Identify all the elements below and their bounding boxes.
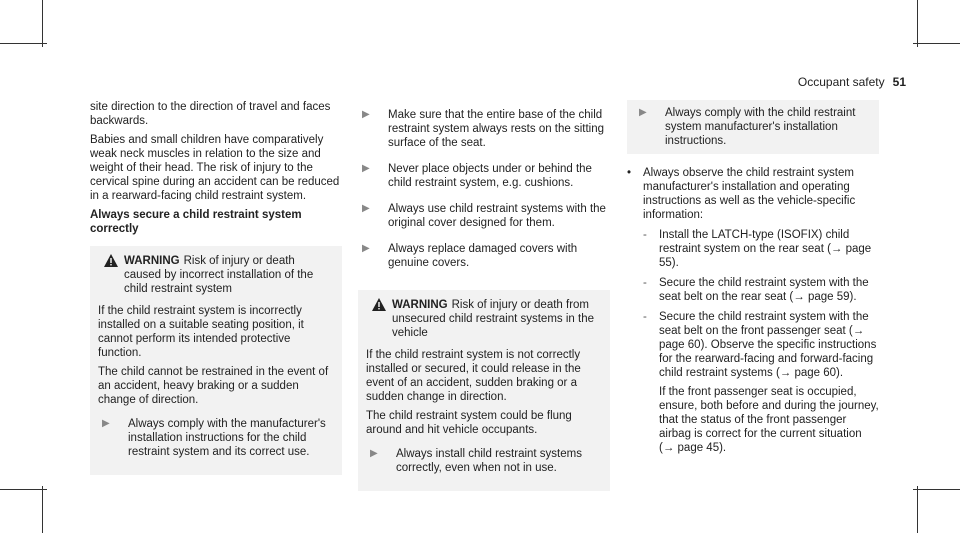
warning-box-continued [627,100,879,154]
warning-header [98,254,334,296]
crop-mark [913,43,960,44]
page-header [798,75,906,89]
section-title: Occupant safety [797,75,885,89]
warning-box [90,246,342,475]
step-text: Never place objects under or behind the child restraint system, e.g. cushions. [388,163,592,189]
warning-box [358,290,610,491]
section-heading: Always secure a child restraint system correctly [90,209,302,235]
dash-icon: - [643,277,647,289]
warning-paragraph: If the child restraint system is not correctly installed or secured, it could release in the event of an accident, sudden braking or a sudden change in direction. [366,349,581,403]
warning-header [366,298,602,340]
column-1 [90,100,342,475]
bullet-dot-icon: • [627,167,632,179]
sub-item [643,228,879,270]
paragraph: Babies and small children have comparatively weak neck muscles in relation to the size and weight of their head. The risk of injury to the cervical spine during an accident can be reduced in a rearward-facing child restraint system. [90,134,340,202]
crop-mark [917,0,918,47]
warning-triangle-icon [98,254,124,267]
column-3 [627,100,879,466]
instruction-step [358,202,610,230]
sub-item [643,310,879,460]
instruction-step [635,106,871,148]
warning-paragraph: The child restraint system could be flung around and hit vehicle occupants. [366,410,572,436]
arrow-right-icon: ▶ [639,107,647,118]
page-number: 51 [892,75,906,89]
warning-paragraph: The child cannot be restrained in the event of an accident, heavy braking or a sudden change of direction. [98,366,329,406]
warning-title: WARNING [392,299,448,311]
arrow-right-icon: ▶ [362,243,370,254]
warning-triangle-icon [366,298,392,311]
instruction-step [358,162,610,190]
crop-mark [917,486,918,533]
instruction-step [358,242,610,270]
crop-mark [913,489,960,490]
dash-icon: - [643,311,647,323]
instruction-step [358,108,610,150]
sub-text-extra: If the front passenger seat is occupied, ensure, both before and during the journey, that the status of the front passenger airbag is correct for the current situation (→ page 45). [659,386,879,454]
arrow-right-icon: ▶ [370,448,378,459]
crop-mark [0,43,47,44]
step-text: Always comply with the child restraint system manufacturer's installation instructions. [665,107,856,147]
step-text: Always install child restraint systems correctly, even when not in use. [396,448,582,474]
sub-item [643,276,879,304]
crop-mark [42,486,43,533]
sub-text: Secure the child restraint system with the seat belt on the front passenger seat (→ page 60). Observe the specific instructions for the rearward-facing and forward-facing child restraint systems (→ page 60). [659,311,877,379]
crop-mark [42,0,43,47]
crop-mark [0,489,47,490]
sub-text: Secure the child restraint system with the seat belt on the rear seat (→ page 59). [659,277,869,303]
warning-text: Risk of injury or death from unsecured child restraint systems in the vehicle [392,299,594,339]
instruction-step [366,447,602,475]
dash-icon: - [643,229,647,241]
step-text: Always replace damaged covers with genuine covers. [388,243,578,269]
bullet-item [627,166,879,466]
arrow-right-icon: ▶ [102,418,110,429]
warning-title: WARNING [124,255,180,267]
step-text: Always comply with the manufacturer's installation instructions for the child restraint system and its correct use. [128,418,326,458]
column-2 [358,100,610,491]
warning-text: Risk of injury or death caused by incorrect installation of the child restraint system [124,255,314,295]
step-text: Make sure that the entire base of the child restraint system always rests on the sitting surface of the seat. [388,109,605,149]
sub-text: Install the LATCH-type (ISOFIX) child restraint system on the rear seat (→ page 55). [659,229,872,269]
arrow-right-icon: ▶ [362,203,370,214]
arrow-right-icon: ▶ [362,109,370,120]
step-text: Always use child restraint systems with the original cover designed for them. [388,203,606,229]
paragraph: site direction to the direction of travel and faces backwards. [90,101,331,127]
warning-paragraph: If the child restraint system is incorrectly installed on a suitable seating position, it cannot perform its intended protective function. [98,305,304,359]
instruction-step [98,417,334,459]
arrow-right-icon: ▶ [362,163,370,174]
bullet-text: Always observe the child restraint system manufacturer's installation and operating instructions as well as the vehicle-specific information: [643,167,856,221]
